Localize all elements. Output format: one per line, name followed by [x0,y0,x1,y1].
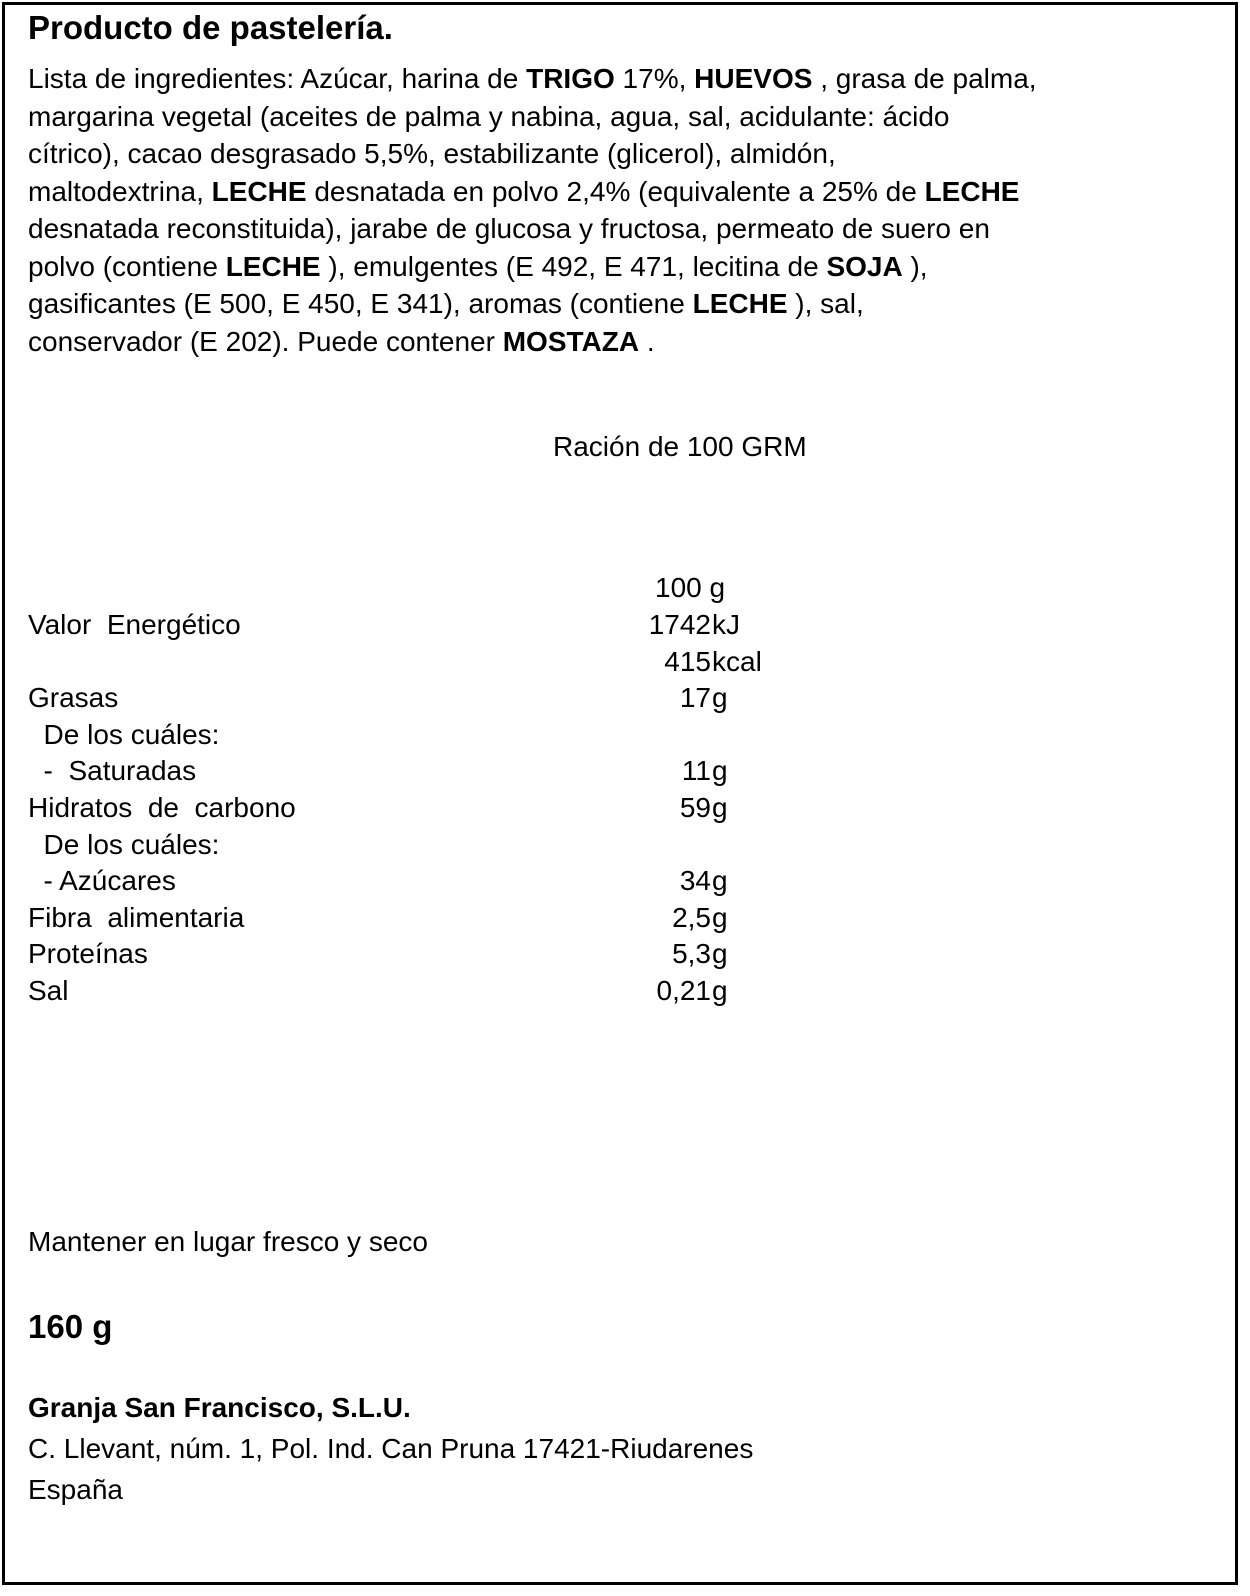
nutrition-value: 59 [679,792,711,823]
nutrition-unit: g [712,975,728,1006]
ingredient-text: . [639,325,655,357]
allergen-text: LECHE [692,288,788,319]
ingredients-line [28,285,1228,323]
nutrition-value: 2,5 [672,901,711,933]
nutrition-value: 34 [679,865,711,897]
nutrition-label: Sal [28,975,69,1006]
ingredients-line [28,98,1228,136]
nutrition-value: 11 [681,755,711,787]
nutrition-unit: kJ [712,609,740,640]
nutrition-value: 5,3 [672,938,711,970]
net-weight: 160 g [28,1308,113,1345]
ingredient-text: , grasa de palma, [812,63,1037,94]
ingredient-text: 17%, [614,63,695,94]
company-address: C. Llevant, núm. 1, Pol. Ind. Can Pruna 17421-Riudarenes [28,1433,754,1464]
ingredient-text: gasificantes (E 500, E 450, E 341), aromas (contiene [28,288,693,319]
ingredients-list [28,60,1228,360]
nutrition-value: 0,21 [656,975,711,1006]
allergen-text: LECHE [211,175,307,207]
nutrition-label: - Saturadas [28,755,197,787]
allergen-text: MOSTAZA [502,325,640,357]
ingredients-line [28,60,1228,98]
ingredient-text: ), [902,250,928,282]
nutrition-unit: g [712,901,728,933]
allergen-text: LECHE [225,250,321,282]
nutrition-value: 1742 [648,609,711,640]
nutrition-label: Hidratos de carbono [28,792,296,823]
nutrition-column-header: 100 g [655,572,726,603]
allergen-text: SOJA [826,250,903,282]
nutrition-label: Fibra alimentaria [28,901,245,933]
ingredients-line [28,323,1228,361]
ingredient-text: cítrico), cacao desgrasado 5,5%, estabilizante (glicerol), almidón, [28,138,836,169]
nutrition-value: 17 [679,682,711,714]
ingredient-text: Lista de ingredientes: Azúcar, harina de [28,63,527,94]
ingredient-text: maltodextrina, [28,175,212,207]
ingredients-line [28,173,1228,211]
ingredients-line [28,135,1228,173]
nutrition-unit: kcal [712,645,762,677]
nutrition-value: 415 [664,645,711,677]
nutrition-label: Proteínas [28,938,148,970]
label-frame [2,2,1238,1585]
ingredient-text: desnatada reconstituida), jarabe de glucosa y fructosa, permeato de suero en [28,213,990,244]
storage-instructions: Mantener en lugar fresco y seco [28,1226,428,1257]
ingredient-text: ), sal, [787,288,864,319]
company-country: España [28,1474,123,1505]
ingredients-line [28,210,1228,248]
nutrition-unit: g [712,865,728,897]
product-title: Producto de pastelería. [28,9,393,46]
allergen-text: LECHE [924,175,1020,207]
allergen-text: HUEVOS [694,63,813,94]
nutrition-label: Grasas [28,682,119,714]
nutrition-label: - Azúcares [28,865,176,897]
nutrition-unit: g [712,682,728,714]
nutrition-label: De los cuáles: [28,718,220,750]
serving-size: Ración de 100 GRM [553,431,807,462]
ingredient-text: desnatada en polvo 2,4% (equivalente a 25% de [306,175,925,207]
nutrition-unit: g [712,755,728,787]
nutrition-unit: g [712,938,728,970]
ingredient-text: margarina vegetal (aceites de palma y nabina, agua, sal, acidulante: ácido [28,100,950,132]
nutrition-unit: g [712,792,728,823]
ingredients-line [28,248,1228,286]
nutrition-label: De los cuáles: [28,828,220,860]
company-name: Granja San Francisco, S.L.U. [28,1392,411,1423]
allergen-text: TRIGO [526,63,615,94]
nutrition-label: Valor Energético [28,609,241,640]
ingredient-text: conservador (E 202). Puede contener [28,325,503,357]
ingredient-text: ), emulgentes (E 492, E 471, lecitina de [320,250,827,282]
ingredient-text: polvo (contiene [28,250,226,282]
